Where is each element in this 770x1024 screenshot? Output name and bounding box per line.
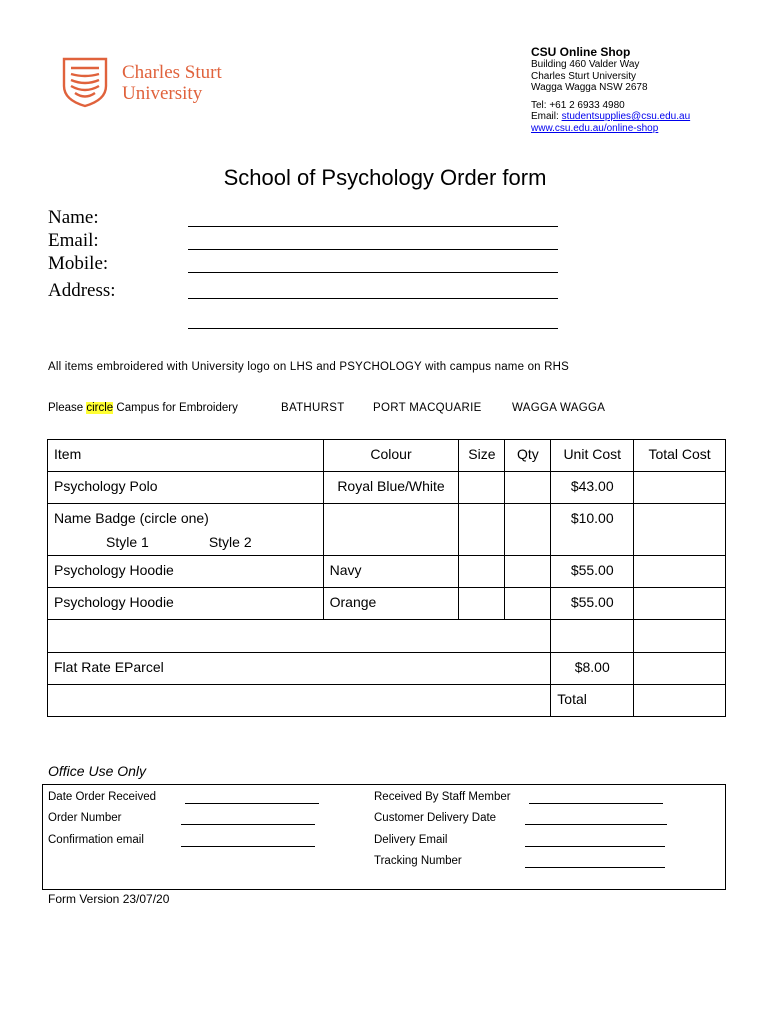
logo-name: Charles Sturt [122,62,222,83]
address-label: Address: [48,280,116,301]
grand-total-cell[interactable] [634,685,726,717]
row-unit-cost: $55.00 [551,588,634,620]
campus-highlight: circle [86,402,114,414]
campus-option-port-macquarie[interactable]: PORT MACQUARIE [373,402,482,414]
row-item: Psychology Polo [48,472,324,504]
badge-label: Name Badge (circle one) [54,510,209,526]
total-label: Total [551,685,634,717]
name-label: Name: [48,207,99,228]
website-link[interactable]: www.csu.edu.au/online-shop [531,122,659,134]
size-cell[interactable] [459,472,505,504]
customer-delivery-date-field[interactable] [525,824,667,825]
mobile-field[interactable] [188,272,558,273]
table-row [48,588,726,620]
shop-title: CSU Online Shop [531,45,631,59]
row-unit-cost: $55.00 [551,556,634,588]
office-use-box [42,784,726,890]
row-unit-cost: $10.00 [551,504,634,556]
address-field-line-2[interactable] [188,328,558,329]
total-cost-cell[interactable] [634,588,726,620]
table-row-blank [48,620,726,653]
email-link[interactable]: studentsupplies@csu.edu.au [561,111,691,122]
blank-cell[interactable] [634,620,726,653]
mobile-label: Mobile: [48,253,109,274]
parcel-total-cell[interactable] [634,653,726,685]
header-unit-cost: Unit Cost [551,440,634,472]
shop-contact [531,45,690,134]
qty-cell[interactable] [505,588,551,620]
qty-cell[interactable] [505,504,551,556]
header-item: Item [48,440,324,472]
office-use-title: Office Use Only [48,763,147,779]
row-unit-cost: $43.00 [551,472,634,504]
address-field-line-1[interactable] [188,298,558,299]
total-spacer [48,685,551,717]
table-row [48,472,726,504]
address-line: Charles Sturt University [531,70,637,82]
name-field[interactable] [188,226,558,227]
qty-cell[interactable] [505,472,551,504]
size-cell[interactable] [459,588,505,620]
table-row [48,556,726,588]
confirmation-email-label: Confirmation email [48,834,144,846]
email-label: Email: [531,111,562,122]
campus-option-wagga-wagga[interactable]: WAGGA WAGGA [512,402,606,414]
header-qty: Qty [505,440,551,472]
form-version: Form Version 23/07/20 [48,892,170,906]
email-field[interactable] [188,249,558,250]
header-colour: Colour [323,440,459,472]
address-line: Building 460 Valder Way [531,59,640,70]
style-2-option[interactable]: Style 2 [208,534,252,550]
date-order-received-field[interactable] [185,803,319,804]
shop-tel: Tel: +61 2 6933 4980 [531,99,625,111]
confirmation-email-field[interactable] [181,846,315,847]
campus-option-bathurst[interactable]: BATHURST [281,402,345,414]
address-line: Wagga Wagga NSW 2678 [531,82,648,93]
parcel-label: Flat Rate EParcel [48,653,551,685]
received-by-field[interactable] [529,803,663,804]
size-cell[interactable] [459,556,505,588]
order-number-label: Order Number [48,812,122,824]
parcel-cost: $8.00 [551,653,634,685]
row-item: Psychology Hoodie [48,556,324,588]
header-total-cost: Total Cost [634,440,726,472]
row-colour: Royal Blue/White [323,472,459,504]
row-colour: Navy [323,556,459,588]
logo-wordmark [122,62,222,104]
delivery-email-label: Delivery Email [374,834,448,846]
blank-cell[interactable] [551,620,634,653]
email-label: Email: [48,230,99,251]
header-size: Size [459,440,505,472]
csu-shield-icon [64,59,106,106]
total-cost-cell[interactable] [634,472,726,504]
tracking-number-field[interactable] [525,867,665,868]
row-item [48,504,324,556]
order-number-field[interactable] [181,824,315,825]
total-cost-cell[interactable] [634,556,726,588]
campus-prefix: Please [48,402,87,414]
table-header-row [48,440,726,472]
blank-cell[interactable] [48,620,551,653]
parcel-row [48,653,726,685]
style-1-option[interactable]: Style 1 [106,534,149,550]
logo-sub: University [122,83,203,104]
tracking-number-label: Tracking Number [374,855,462,867]
row-colour: Orange [323,588,459,620]
campus-suffix: Campus for Embroidery [113,402,238,414]
order-table [47,439,726,717]
received-by-label: Received By Staff Member [374,791,511,803]
total-row [48,685,726,717]
row-item: Psychology Hoodie [48,588,324,620]
page-title: School of Psychology Order form [223,165,547,190]
campus-instruction [48,402,238,414]
row-colour [323,504,459,556]
embroidery-note: All items embroidered with University logo on LHS and PSYCHOLOGY with campus name on RHS [48,361,570,373]
size-cell[interactable] [459,504,505,556]
shop-email-row [531,111,690,123]
date-order-received-label: Date Order Received [48,791,157,803]
total-cost-cell[interactable] [634,504,726,556]
qty-cell[interactable] [505,556,551,588]
delivery-email-field[interactable] [525,846,665,847]
customer-delivery-date-label: Customer Delivery Date [374,812,497,824]
table-row [48,504,726,556]
